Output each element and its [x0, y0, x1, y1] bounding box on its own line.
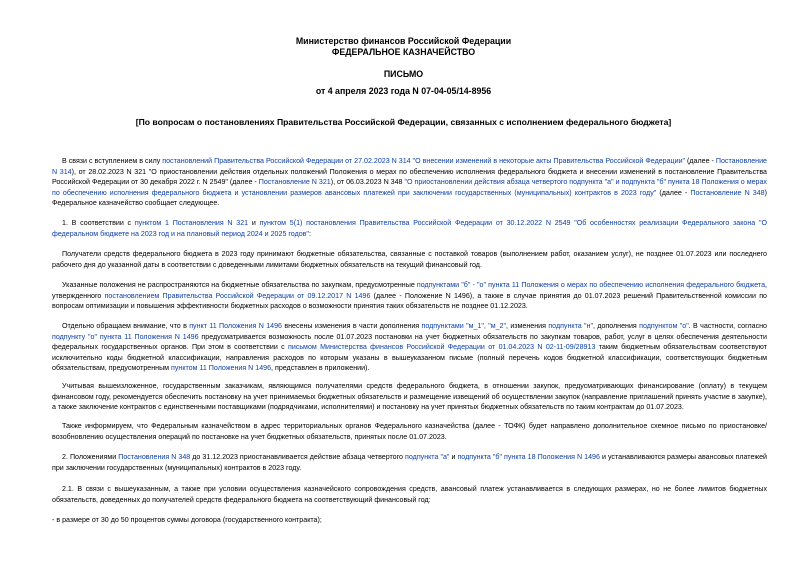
document-link[interactable]: Постановление N 314	[52, 157, 767, 176]
document-link[interactable]: письмом Министерства финансов Российской Федерации от 01.04.2023 N 02-11-09/28913	[288, 343, 596, 352]
document-link[interactable]: подпунктами "б" - "о" пункта 11 Положения о мерах по обеспечению исполнения федерального бюджета	[416, 281, 766, 289]
paragraph-text: , изменения	[506, 322, 549, 330]
document-link[interactable]: пункт 11 Положения N 1496	[189, 322, 283, 330]
document-link[interactable]: пунктом 1 Постановления N 321	[134, 219, 249, 227]
paragraph-text: (далее - Положение N 1496), а также в случае принятия до 01.07.2023 решений Правительственной комиссии по вопросам оптимизации и повышения эффективности бюджетных расходов о возможности принятия таких обязательств не позднее 01.12.2023.	[52, 291, 767, 311]
paragraph-text: (далее -	[656, 188, 691, 197]
document-link[interactable]: подпунктом "о"	[639, 322, 689, 330]
document-link[interactable]: пунктом 5(1) постановления Правительства Российской Федерации от 30.12.2022 N 2549 "Об особенностях реализации Федерального закона "О федеральном бюджете на 2023 год и на плановый период 2024 и 2025 годов"	[52, 219, 767, 238]
paragraph-text: и устанавливаются размеры авансовых платежей при заключении государственных (муниципальных) контрактов в 2023 году.	[52, 453, 767, 472]
paragraph-text: ), от 06.03.2023 N 348	[330, 178, 405, 187]
paragraph	[52, 249, 767, 270]
paragraph	[52, 381, 767, 413]
paragraph-text: таким бюджетным обязательствам соответствуют исключительно коды бюджетной классификации, направления расходов по которым указаны в вышеуказанном письме (полный перечень кодов бюджетной классификации, соответствующих бюджетным обязательствам, предусмотренным	[52, 343, 767, 373]
document-link[interactable]: подпункту "о" пункта 11 Положения N 1496	[52, 332, 199, 341]
document-subject-text: [По вопросам о постановлениях Правительства Российской Федерации, связанных с исполнением федерального бюджета]	[135, 117, 672, 127]
paragraph-text: 1. В соответствии с	[62, 219, 135, 227]
paragraph-text: В связи с вступлением в силу	[62, 157, 163, 165]
document-link[interactable]: подпунктами "м_1", "м_2"	[421, 322, 506, 330]
document-subject	[0, 117, 807, 128]
paragraph-text: 2. Положениями	[62, 453, 119, 461]
paragraph	[52, 452, 767, 473]
paragraph-text: , утвержденного	[52, 281, 768, 300]
paragraph-text: , дополнения	[593, 322, 640, 330]
paragraph-text: ) Федеральное казначейство сообщает следующее.	[52, 188, 767, 208]
paragraph-text: 2.1. В связи с вышеуказанным, а также при условии осуществления казначейского сопровождения средств, авансовый платеж устанавливается в следующих размерах, но не более лимитов бюджетных обязательств, доведенных до получателей средств федерального бюджета на соответствующий финансовый год:	[52, 485, 767, 504]
document-link[interactable]: пунктом 11 Положения N 1496	[171, 364, 272, 373]
paragraph	[52, 280, 767, 312]
document-date-number: от 4 апреля 2023 года N 07-04-05/14-8956	[315, 86, 492, 96]
paragraph-text: Указанные положения не распространяются на бюджетные обязательства по закупкам, предусмотренные	[62, 281, 417, 289]
document-link[interactable]: Постановления N 348	[118, 453, 191, 461]
paragraph-text: Учитывая вышеизложенное, государственным заказчикам, являющимся получателями средств федерального бюджета, в отношении закупок, предусматривающих финансирование (оплату) в текущем финансовом году, рекомендуется обеспечить постановку на учет принимаемых бюджетных обязательств и размещение извещений об осуществлении закупок (направление приглашений принять участие в закупке), а также заключение контрактов с единственными поставщиками (подрядчиками, исполнителями) и постановку на учет принятых бюджетных обязательств по таким контрактам до 01.07.2023.	[52, 382, 767, 412]
document-link[interactable]: подпункта "н"	[548, 322, 593, 330]
paragraph-text: внесены изменения в части дополнения	[282, 322, 422, 330]
paragraph-text: предусматривается возможность после 01.07.2023 постановки на учет бюджетных обязательств по закупкам товаров, работ, услуг в целях обеспечения деятельности федеральных государственных органов. При этом в соответствии с	[52, 332, 767, 352]
document-link[interactable]: Постановление N 348	[690, 188, 765, 197]
paragraph	[52, 218, 767, 239]
paragraph	[52, 515, 767, 526]
document-link[interactable]: "О приостановлении действия абзаца четвертого подпункта "а" и подпункта "б" пункта 18 Положения о мерах по обеспечению исполнения федерального бюджета и установлении размеров авансовых платежей при заключении государственных (муниципальных) контрактов в 2023 году"	[52, 178, 767, 197]
paragraph-text: :	[308, 229, 311, 238]
document-link[interactable]: постановлением Правительства Российской Федерации от 09.12.2017 N 1496	[104, 291, 371, 300]
paragraph-text: Получатели средств федерального бюджета в 2023 году принимают бюджетные обязательства, связанные с поставкой товаров (выполнением работ, оказанием услуг), не позднее 01.07.2023 или последнего рабочего дня до указанной даты в соответствии с доведенными лимитами бюджетных обязательств на текущий финансовый год.	[52, 250, 767, 269]
paragraph-text: Также информируем, что Федеральным казначейством в адрес территориальных органов Федерального казначейства (далее - ТОФК) будет направлено дополнительное схемное письмо по приостановке/возобновлению осуществления операций по постановке на учет бюджетных обязательств, принятых после 01.07.2023.	[52, 422, 767, 441]
ministry-title: Министерство финансов Российской Федерации	[295, 36, 512, 46]
paragraph	[52, 321, 767, 374]
paragraph-text: до 31.12.2023 приостанавливается действие абзаца четвертого	[190, 453, 406, 461]
paragraph-text: (далее -	[685, 157, 716, 165]
agency-title: ФЕДЕРАЛЬНОЕ КАЗНАЧЕЙСТВО	[331, 47, 476, 57]
document-link[interactable]: подпункта "б" пункта 18 Положения N 1496	[457, 453, 600, 461]
paragraph-text: и	[449, 453, 458, 461]
paragraph	[52, 421, 767, 442]
paragraph-text: , представлен в приложении).	[271, 364, 370, 373]
paragraph-text: - в размере от 30 до 50 процентов суммы договора (государственного контракта);	[52, 516, 322, 524]
paragraph-text: ), от 28.02.2023 N 321 "О приостановлении действия отдельных положений Положения о мерах по обеспечению исполнения федерального бюджета и внесении изменений в постановление Правительства Российской Федерации от 30 декабря 2022 г. N 2549" (далее -	[52, 167, 767, 187]
document-type: ПИСЬМО	[383, 69, 424, 79]
document-link[interactable]: постановлений Правительства Российской Федерации от 27.02.2023 N 314 "О внесении изменений в некоторые акты Правительства Российской Федерации"	[162, 157, 686, 165]
paragraph	[52, 484, 767, 505]
document-link[interactable]: Постановление N 321	[258, 178, 331, 187]
document-link[interactable]: подпункта "а"	[405, 453, 450, 461]
paragraph	[52, 156, 767, 209]
paragraph-text: . В частности, согласно	[688, 322, 768, 330]
paragraph-text: Отдельно обращаем внимание, что в	[62, 322, 190, 330]
paragraph-text: и	[248, 219, 260, 227]
